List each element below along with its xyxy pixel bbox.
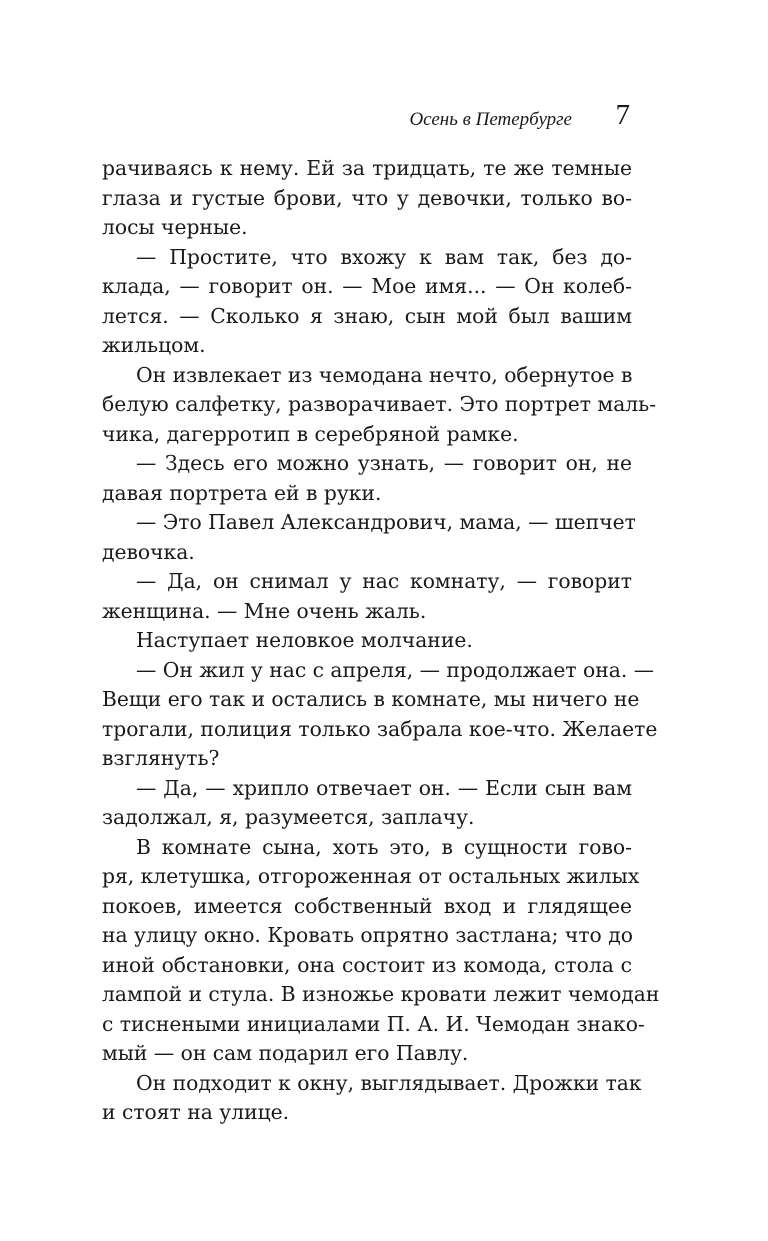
text-line: лосы черные. (102, 215, 248, 239)
text-line: глаза и густые брови, что у девочки, только во- (102, 185, 632, 210)
text-line: чика, дагерротип в серебряной рамке. (102, 421, 519, 446)
text-line: задолжал, я, разумеется, заплачу. (102, 805, 475, 829)
paragraph (102, 449, 632, 508)
text-line: женщина. — Мне очень жаль. (102, 598, 427, 623)
text-line: — Здесь его можно узнать, — говорит он, не (136, 451, 632, 475)
paragraph (102, 833, 660, 1069)
text-line: мый — он сам подарил его Павлу. (102, 1041, 469, 1065)
text-line: Вещи его так и остались в комнате, мы ничего не (102, 687, 640, 711)
paragraph (102, 154, 632, 243)
text-line: девочка. (102, 539, 195, 564)
paragraph (102, 567, 632, 626)
text-line: давая портрета ей в руки. (102, 480, 382, 505)
text-line: — Простите, что вхожу к вам так, без до- (136, 244, 632, 269)
text-line: иной обстановки, она состоит из комода, стола с (102, 952, 632, 977)
text-line: жильцом. (102, 333, 206, 357)
text-line: лампой и стула. В изножье кровати лежит чемодан (102, 982, 660, 1006)
text-line: — Это Павел Александрович, мама, — шепчет (136, 510, 636, 534)
text-line: покоев, имеется собственный вход и глядящее (102, 893, 632, 918)
text-line: — Да, — хрипло отвечает он. — Если сын вам (136, 775, 632, 800)
text-line: — Да, он снимал у нас комнату, — говорит (136, 569, 632, 593)
text-line: В комнате сына, хоть это, в сущности гово- (136, 834, 632, 859)
paragraph (102, 1069, 642, 1128)
text-line: с тиснеными инициалами П. А. И. Чемодан знако- (102, 1011, 645, 1036)
text-line: и стоят на улице. (102, 1100, 290, 1124)
paragraph (102, 774, 632, 833)
paragraph (102, 243, 632, 361)
text-line: белую салфетку, разворачивает. Это портрет маль- (102, 392, 657, 416)
paragraph (102, 656, 658, 774)
running-title: Осень в Петербурге (409, 109, 572, 130)
text-line: лется. — Сколько я знаю, сын мой был вашим (102, 303, 632, 328)
paragraph (102, 508, 636, 567)
text-line: рачиваясь к нему. Ей за тридцать, те же темные (102, 156, 632, 180)
page-number: 7 (615, 99, 630, 131)
body-text (102, 154, 660, 1128)
text-line: клада, — говорит он. — Мое имя... — Он колеб- (102, 274, 632, 298)
text-line: взглянуть? (102, 746, 220, 770)
text-line: ря, клетушка, отгороженная от остальных жилых (102, 864, 640, 888)
text-line: — Он жил у нас с апреля, — продолжает она. — (136, 657, 655, 682)
text-line: Он извлекает из чемодана нечто, обернутое в (136, 362, 633, 387)
paragraph (102, 626, 632, 656)
text-line: трогали, полиция только забрала кое-что. Желаете (102, 716, 658, 741)
text-line: на улицу окно. Кровать опрятно застлана; что до (102, 923, 633, 947)
paragraph (102, 361, 657, 450)
text-line: Наступает неловкое молчание. (136, 628, 473, 652)
text-line: Он подходит к окну, выглядывает. Дрожки так (136, 1070, 642, 1095)
